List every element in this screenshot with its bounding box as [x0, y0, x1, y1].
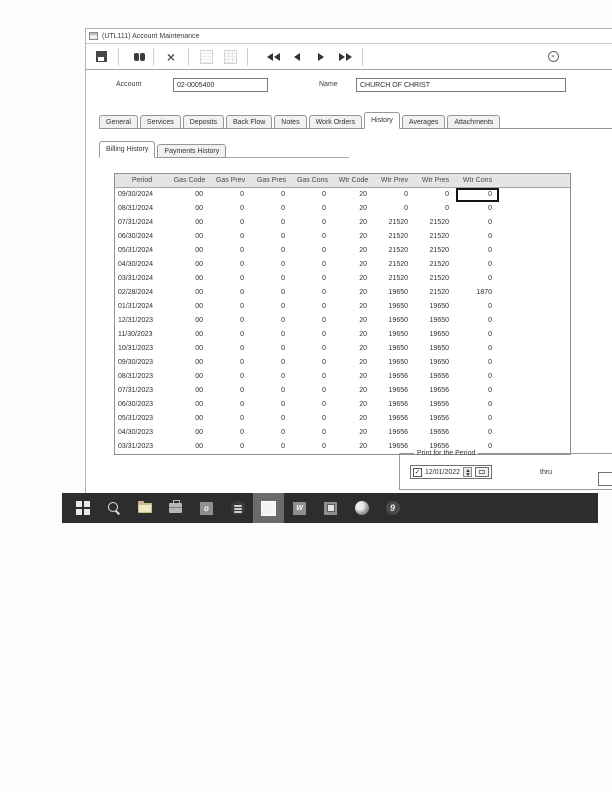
- table-cell[interactable]: 0: [240, 275, 244, 282]
- save-button[interactable]: [91, 47, 111, 67]
- table-cell[interactable]: 20: [359, 429, 367, 436]
- table-row[interactable]: [115, 258, 570, 272]
- date-spinner[interactable]: [463, 467, 472, 477]
- table-cell[interactable]: 06/30/2023: [118, 401, 154, 408]
- table-row[interactable]: [115, 356, 570, 370]
- start-icon: [76, 501, 90, 515]
- table-row[interactable]: [115, 342, 570, 356]
- table-row[interactable]: [115, 370, 570, 384]
- table-cell[interactable]: 05/31/2024: [118, 247, 154, 254]
- table-cell[interactable]: 0: [240, 359, 244, 366]
- table-cell[interactable]: 0: [322, 205, 326, 212]
- table-cell[interactable]: 0: [322, 345, 326, 352]
- table-cell[interactable]: 0: [322, 443, 326, 450]
- table-cell[interactable]: 00: [195, 429, 203, 436]
- table-cell[interactable]: 0: [488, 387, 492, 394]
- table-cell[interactable]: 00: [195, 191, 203, 198]
- table-cell[interactable]: 00: [195, 387, 203, 394]
- table-row[interactable]: [115, 300, 570, 314]
- toolbar-separator: [362, 48, 363, 66]
- row-filler: [499, 398, 570, 412]
- table-cell[interactable]: 0: [488, 303, 492, 310]
- table-cell[interactable]: 0: [281, 219, 285, 226]
- goto-icon: [386, 501, 400, 515]
- table-cell[interactable]: 00: [195, 289, 203, 296]
- table-cell[interactable]: 20: [359, 331, 367, 338]
- table-cell[interactable]: 00: [195, 415, 203, 422]
- table-cell[interactable]: 21520: [429, 275, 449, 282]
- table-cell[interactable]: 19656: [388, 415, 408, 422]
- header-filler: [499, 174, 570, 187]
- table-cell[interactable]: 19650: [388, 317, 408, 324]
- table-cell[interactable]: 00: [195, 359, 203, 366]
- delete-button[interactable]: [161, 47, 181, 67]
- table-cell[interactable]: 00: [195, 331, 203, 338]
- table-cell[interactable]: 05/31/2023: [118, 415, 154, 422]
- taskbar-goto-button[interactable]: [377, 493, 408, 523]
- table-cell[interactable]: 19656: [429, 443, 449, 450]
- table-cell[interactable]: 0: [488, 331, 492, 338]
- selected-cell[interactable]: 0: [456, 188, 499, 202]
- table-cell[interactable]: 19656: [429, 429, 449, 436]
- table-cell[interactable]: 0: [322, 415, 326, 422]
- table-cell[interactable]: 01/31/2024: [118, 303, 154, 310]
- table-cell[interactable]: 04/30/2023: [118, 429, 154, 436]
- row-filler: [499, 272, 570, 286]
- help-button[interactable]: [543, 47, 563, 67]
- subtab-payments-history[interactable]: Payments History: [157, 144, 226, 158]
- row-filler: [499, 356, 570, 370]
- table-cell[interactable]: 0: [281, 303, 285, 310]
- row-filler: [499, 314, 570, 328]
- table-cell[interactable]: 0: [488, 205, 492, 212]
- subtab-strip: [99, 141, 349, 158]
- table-cell[interactable]: 19650: [388, 303, 408, 310]
- table-cell[interactable]: 21520: [388, 261, 408, 268]
- briefcase-app-icon: [169, 503, 182, 513]
- table-cell[interactable]: 0: [488, 429, 492, 436]
- search-icon: [107, 501, 121, 515]
- table-cell[interactable]: 21520: [429, 247, 449, 254]
- table-cell[interactable]: 00: [195, 345, 203, 352]
- table-cell[interactable]: 20: [359, 401, 367, 408]
- table-cell[interactable]: 19656: [429, 401, 449, 408]
- toolbar-separator: [153, 48, 154, 66]
- table-cell[interactable]: 0: [281, 261, 285, 268]
- table-cell[interactable]: 0: [281, 359, 285, 366]
- table-cell[interactable]: 0: [488, 401, 492, 408]
- last-record-button[interactable]: [335, 47, 355, 67]
- table-cell[interactable]: 0: [240, 429, 244, 436]
- table-cell[interactable]: 0: [488, 359, 492, 366]
- table-row[interactable]: [115, 216, 570, 230]
- table-cell[interactable]: 0: [488, 233, 492, 240]
- taskbar-outlook-calendar-button[interactable]: [315, 493, 346, 523]
- table-cell[interactable]: 0: [240, 317, 244, 324]
- table-cell[interactable]: 20: [359, 205, 367, 212]
- table-cell[interactable]: 19650: [388, 359, 408, 366]
- report-button[interactable]: [196, 47, 216, 67]
- table-cell[interactable]: 0: [488, 275, 492, 282]
- subtab-billing-history[interactable]: Billing History: [99, 141, 155, 158]
- from-date-value[interactable]: 12/01/2022: [425, 468, 461, 476]
- table-row[interactable]: [115, 328, 570, 342]
- spotify-icon: [231, 501, 245, 515]
- table-row[interactable]: [115, 188, 570, 202]
- header-row: [115, 174, 570, 188]
- calendar-button[interactable]: [475, 467, 489, 477]
- column-header[interactable]: Gas Pres: [256, 177, 287, 184]
- table-cell[interactable]: 0: [240, 219, 244, 226]
- row-filler: [499, 216, 570, 230]
- grid-button[interactable]: [220, 47, 240, 67]
- table-cell[interactable]: 19650: [429, 331, 449, 338]
- table-cell[interactable]: 00: [195, 443, 203, 450]
- tab-general[interactable]: General: [99, 115, 138, 129]
- table-cell[interactable]: 20: [359, 289, 367, 296]
- table-cell[interactable]: 19656: [388, 373, 408, 380]
- table-cell[interactable]: 00: [195, 205, 203, 212]
- table-cell[interactable]: 19656: [429, 387, 449, 394]
- taskbar-briefcase-app-button[interactable]: [160, 493, 191, 523]
- table-cell[interactable]: 0: [322, 219, 326, 226]
- table-cell[interactable]: 0: [322, 303, 326, 310]
- table-cell[interactable]: 00: [195, 261, 203, 268]
- table-cell[interactable]: 20: [359, 233, 367, 240]
- table-cell[interactable]: 10/31/2023: [118, 345, 154, 352]
- table-cell[interactable]: 0: [322, 387, 326, 394]
- table-row[interactable]: [115, 426, 570, 440]
- table-row[interactable]: [115, 384, 570, 398]
- table-cell[interactable]: 0: [240, 415, 244, 422]
- table-row[interactable]: [115, 202, 570, 216]
- row-filler: [499, 230, 570, 244]
- table-body: [115, 188, 570, 454]
- table-cell[interactable]: 20: [359, 247, 367, 254]
- toolbar-separator: [188, 48, 189, 66]
- toolbar-separator: [118, 48, 119, 66]
- tab-deposits[interactable]: Deposits: [183, 115, 224, 129]
- find-button[interactable]: [126, 47, 146, 67]
- account-input[interactable]: 02-0005400: [173, 78, 268, 92]
- table-cell[interactable]: 21520: [388, 219, 408, 226]
- table-cell[interactable]: 20: [359, 317, 367, 324]
- account-form-row: [86, 77, 612, 97]
- column-header[interactable]: Gas Cons: [296, 177, 329, 184]
- table-cell[interactable]: 20: [359, 219, 367, 226]
- table-cell[interactable]: 21520: [388, 275, 408, 282]
- table-cell[interactable]: 00: [195, 317, 203, 324]
- table-cell[interactable]: 0: [322, 261, 326, 268]
- table-cell[interactable]: 0: [240, 331, 244, 338]
- table-cell[interactable]: 19650: [388, 331, 408, 338]
- column-header[interactable]: Wtr Pres: [421, 177, 450, 184]
- table-cell[interactable]: 19656: [429, 373, 449, 380]
- table-cell[interactable]: 20: [359, 191, 367, 198]
- table-cell[interactable]: 0: [240, 233, 244, 240]
- table-cell[interactable]: 0: [322, 289, 326, 296]
- taskbar-file-explorer-button[interactable]: [129, 493, 160, 523]
- table-cell[interactable]: 0: [240, 191, 244, 198]
- window-titlebar: [86, 29, 612, 43]
- table-cell[interactable]: 0: [322, 373, 326, 380]
- taskbar-start-button[interactable]: [67, 493, 98, 523]
- thru-label: thru: [540, 468, 553, 476]
- table-cell[interactable]: 20: [359, 303, 367, 310]
- row-filler: [499, 286, 570, 300]
- table-cell[interactable]: 21520: [388, 233, 408, 240]
- table-cell[interactable]: 0: [240, 373, 244, 380]
- table-cell[interactable]: 0: [240, 387, 244, 394]
- column-header[interactable]: Wtr Code: [338, 177, 369, 184]
- tab-attachments[interactable]: Attachments: [447, 115, 500, 129]
- table-cell[interactable]: 0: [281, 373, 285, 380]
- taskbar-word-button[interactable]: [284, 493, 315, 523]
- table-cell[interactable]: 19650: [388, 289, 408, 296]
- outlook-icon: [200, 502, 213, 515]
- row-filler: [499, 300, 570, 314]
- tab-work-orders[interactable]: Work Orders: [309, 115, 363, 129]
- table-cell[interactable]: 0: [281, 233, 285, 240]
- edge-icon: [355, 501, 369, 515]
- table-cell[interactable]: 0: [445, 205, 449, 212]
- taskbar-outlook-button[interactable]: [191, 493, 222, 523]
- table-cell[interactable]: 20: [359, 345, 367, 352]
- table-cell[interactable]: 00: [195, 219, 203, 226]
- table-cell[interactable]: 0: [488, 415, 492, 422]
- account-label: Account: [116, 81, 142, 88]
- table-cell[interactable]: 0: [322, 233, 326, 240]
- table-cell[interactable]: 19650: [429, 303, 449, 310]
- next-record-button[interactable]: [311, 47, 331, 67]
- column-header[interactable]: Gas Code: [173, 177, 206, 184]
- table-cell[interactable]: 11/30/2023: [118, 331, 153, 338]
- table-cell[interactable]: 0: [281, 317, 285, 324]
- first-record-button[interactable]: [263, 47, 283, 67]
- outlook-calendar-icon: [324, 502, 337, 515]
- from-date-control[interactable]: [410, 465, 492, 479]
- table-cell[interactable]: 00: [195, 247, 203, 254]
- table-cell[interactable]: 06/30/2024: [118, 233, 154, 240]
- row-filler: [499, 258, 570, 272]
- column-header[interactable]: Wtr Prev: [380, 177, 409, 184]
- table-cell[interactable]: 0: [322, 191, 326, 198]
- table-cell[interactable]: 0: [240, 205, 244, 212]
- taskbar-edge-button[interactable]: [346, 493, 377, 523]
- table-cell[interactable]: 0: [322, 331, 326, 338]
- table-cell[interactable]: 07/31/2023: [118, 387, 154, 394]
- table-cell[interactable]: 03/31/2024: [118, 275, 154, 282]
- thru-date-control[interactable]: [598, 472, 612, 486]
- table-cell[interactable]: 0: [488, 443, 492, 450]
- table-cell[interactable]: 21520: [429, 261, 449, 268]
- table-row[interactable]: [115, 398, 570, 412]
- table-cell[interactable]: 0: [488, 317, 492, 324]
- table-cell[interactable]: 19656: [429, 415, 449, 422]
- table-row[interactable]: [115, 412, 570, 426]
- table-cell[interactable]: 0: [281, 205, 285, 212]
- table-cell[interactable]: 19656: [388, 443, 408, 450]
- table-cell[interactable]: 20: [359, 387, 367, 394]
- table-cell[interactable]: 0: [240, 261, 244, 268]
- taskbar-search-button[interactable]: [98, 493, 129, 523]
- table-cell[interactable]: 19650: [388, 345, 408, 352]
- table-cell[interactable]: 20: [359, 443, 367, 450]
- row-filler: [499, 188, 570, 202]
- table-cell[interactable]: 08/31/2024: [118, 205, 154, 212]
- table-cell[interactable]: 0: [322, 317, 326, 324]
- table-cell[interactable]: 0: [488, 247, 492, 254]
- table-cell[interactable]: 00: [195, 233, 203, 240]
- taskbar-active-window-button[interactable]: [253, 493, 284, 523]
- row-filler: [499, 202, 570, 216]
- table-cell[interactable]: 20: [359, 275, 367, 282]
- account-maintenance-window: [85, 28, 612, 493]
- table-cell[interactable]: 09/30/2023: [118, 359, 154, 366]
- billing-history-table: [114, 173, 571, 455]
- table-cell[interactable]: 00: [195, 401, 203, 408]
- toolbar: [86, 43, 612, 70]
- table-cell[interactable]: 0: [488, 261, 492, 268]
- table-row[interactable]: [115, 244, 570, 258]
- table-cell[interactable]: 0: [240, 303, 244, 310]
- prev-record-button[interactable]: [287, 47, 307, 67]
- table-cell[interactable]: 20: [359, 373, 367, 380]
- row-filler: [499, 412, 570, 426]
- table-cell[interactable]: 0: [322, 429, 326, 436]
- table-row[interactable]: [115, 230, 570, 244]
- table-cell[interactable]: 0: [281, 429, 285, 436]
- tab-services[interactable]: Services: [140, 115, 181, 129]
- name-label: Name: [319, 81, 338, 88]
- table-cell[interactable]: 0: [281, 191, 285, 198]
- window-title: (UTL111) Account Maintenance: [102, 32, 200, 40]
- tab-strip: [99, 111, 612, 129]
- toolbar-separator: [247, 48, 248, 66]
- table-cell[interactable]: 0: [322, 247, 326, 254]
- word-icon: [293, 502, 306, 515]
- tab-averages[interactable]: Averages: [402, 115, 445, 129]
- table-header: [115, 174, 570, 188]
- table-cell[interactable]: 19656: [388, 401, 408, 408]
- tab-history[interactable]: History: [364, 112, 400, 129]
- table-cell[interactable]: 20: [359, 359, 367, 366]
- table-cell[interactable]: 19650: [429, 345, 449, 352]
- table-cell[interactable]: 20: [359, 261, 367, 268]
- table-cell[interactable]: 0: [322, 275, 326, 282]
- table-cell[interactable]: 0: [240, 345, 244, 352]
- table-cell[interactable]: 20: [359, 415, 367, 422]
- table-cell[interactable]: 0: [281, 247, 285, 254]
- table-cell[interactable]: 00: [195, 373, 203, 380]
- table-cell[interactable]: 19656: [388, 429, 408, 436]
- name-input[interactable]: CHURCH OF CHRIST: [356, 78, 566, 92]
- table-cell[interactable]: 0: [445, 191, 449, 198]
- table-cell[interactable]: 09/30/2024: [118, 191, 154, 198]
- row-filler: [499, 342, 570, 356]
- table-cell[interactable]: 19650: [429, 317, 449, 324]
- row-filler: [499, 370, 570, 384]
- table-cell[interactable]: 04/30/2024: [118, 261, 154, 268]
- table-cell[interactable]: 00: [195, 275, 203, 282]
- table-cell[interactable]: 19650: [429, 359, 449, 366]
- row-filler: [499, 244, 570, 258]
- table-cell[interactable]: 1870: [476, 289, 492, 296]
- active-window-icon: [261, 501, 276, 516]
- table-cell[interactable]: 12/31/2023: [118, 317, 154, 324]
- table-cell[interactable]: 0: [240, 401, 244, 408]
- print-for-period-group: [399, 450, 612, 490]
- table-row[interactable]: [115, 314, 570, 328]
- column-header[interactable]: Wtr Cons: [462, 177, 493, 184]
- table-cell[interactable]: 0: [281, 275, 285, 282]
- table-cell[interactable]: 0: [281, 289, 285, 296]
- date-checkbox[interactable]: [413, 468, 422, 477]
- window-icon: [89, 32, 98, 40]
- table-cell[interactable]: 0: [488, 373, 492, 380]
- table-cell[interactable]: 0: [281, 443, 285, 450]
- column-header[interactable]: Period: [131, 177, 153, 184]
- taskbar: [62, 493, 598, 523]
- table-cell[interactable]: 0: [404, 205, 408, 212]
- table-cell[interactable]: 07/31/2024: [118, 219, 154, 226]
- row-filler: [499, 328, 570, 342]
- table-cell[interactable]: 02/28/2024: [118, 289, 154, 296]
- table-cell[interactable]: 0: [322, 401, 326, 408]
- table-cell[interactable]: 0: [281, 401, 285, 408]
- table-cell[interactable]: 0: [281, 387, 285, 394]
- table-cell[interactable]: 19656: [388, 387, 408, 394]
- table-cell[interactable]: 0: [281, 345, 285, 352]
- taskbar-spotify-button[interactable]: [222, 493, 253, 523]
- table-row[interactable]: [115, 272, 570, 286]
- tab-notes[interactable]: Notes: [274, 115, 306, 129]
- row-filler: [499, 426, 570, 440]
- table-cell[interactable]: 0: [281, 415, 285, 422]
- table-cell[interactable]: 03/31/2023: [118, 443, 154, 450]
- table-row[interactable]: [115, 286, 570, 300]
- table-cell[interactable]: 21520: [429, 233, 449, 240]
- table-cell[interactable]: 0: [322, 359, 326, 366]
- table-cell[interactable]: 0: [404, 191, 408, 198]
- print-group-label: Print for the Period: [417, 450, 476, 457]
- table-cell[interactable]: 21520: [388, 247, 408, 254]
- table-cell[interactable]: 08/31/2023: [118, 373, 154, 380]
- table-cell[interactable]: 0: [488, 219, 492, 226]
- tab-back-flow[interactable]: Back Flow: [226, 115, 272, 129]
- table-cell[interactable]: 0: [240, 443, 244, 450]
- table-cell[interactable]: 00: [195, 303, 203, 310]
- table-cell[interactable]: 0: [240, 247, 244, 254]
- table-cell[interactable]: 0: [240, 289, 244, 296]
- row-filler: [499, 384, 570, 398]
- table-cell[interactable]: 21520: [429, 289, 449, 296]
- column-header[interactable]: Gas Prev: [215, 177, 246, 184]
- table-cell[interactable]: 21520: [429, 219, 449, 226]
- file-explorer-icon: [138, 503, 152, 513]
- table-cell[interactable]: 0: [488, 345, 492, 352]
- table-cell[interactable]: 0: [281, 331, 285, 338]
